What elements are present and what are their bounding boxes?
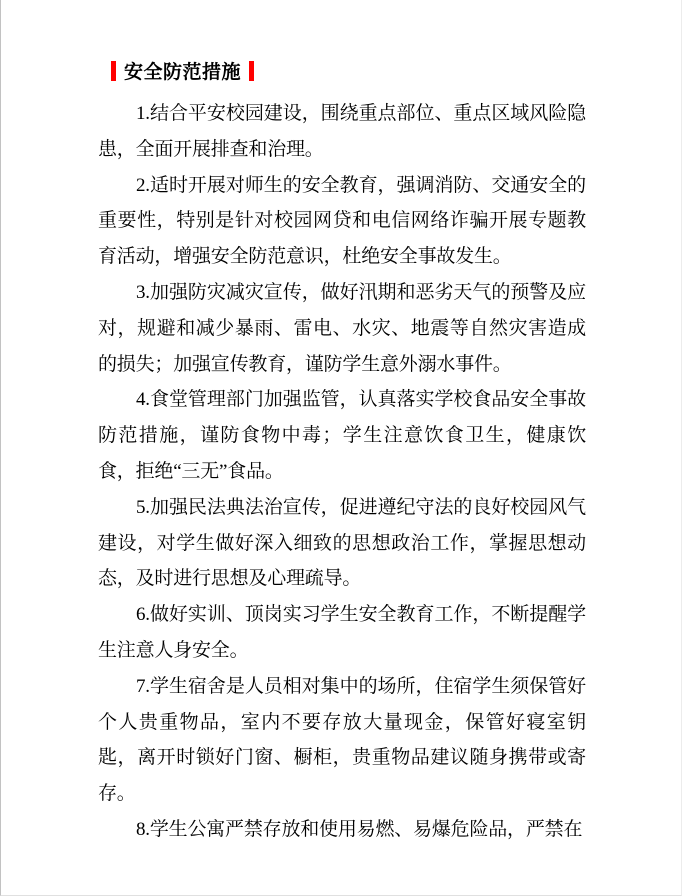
paragraph: 3.加强防灾减灾宣传，做好汛期和恶劣天气的预警及应对，规避和减少暴雨、雷电、水灾、地震等自然灾害造成的损失；加强宣传教育，谨防学生意外溺水事件。 xyxy=(98,281,586,375)
paragraph: 8.学生公寓严禁存放和使用易燃、易爆危险品，严禁在 xyxy=(136,818,583,840)
document-body xyxy=(98,96,586,848)
heading-left-bar-icon xyxy=(111,61,116,81)
paragraph: 4.食堂管理部门加强监管，认真落实学校食品安全事故防范措施，谨防食物中毒；学生注意饮食卫生，健康饮食，拒绝“三无”食品。 xyxy=(98,389,586,482)
section-heading xyxy=(111,57,254,84)
paragraph: 5.加强民法典法治宣传，促进遵纪守法的良好校园风气建设，对学生做好深入细致的思想政治工作，掌握思想动态，及时进行思想及心理疏导。 xyxy=(98,496,586,590)
paragraph: 7.学生宿舍是人员相对集中的场所，住宿学生须保管好个人贵重物品，室内不要存放大量现金，保管好寝室钥匙，离开时锁好门窗、橱柜，贵重物品建议随身携带或寄存。 xyxy=(98,675,586,805)
paragraph: 2.适时开展对师生的安全教育，强调消防、交通安全的重要性，特别是针对校园网贷和电信网络诈骗开展专题教育活动，增强安全防范意识，杜绝安全事故发生。 xyxy=(98,174,586,268)
heading-right-bar-icon xyxy=(249,61,254,81)
section-heading-text: 安全防范措施 xyxy=(124,62,242,83)
paragraph: 6.做好实训、顶岗实习学生安全教育工作，不断提醒学生注意人身安全。 xyxy=(98,604,586,661)
paragraph: 1.结合平安校园建设，围绕重点部位、重点区域风险隐患，全面开展排查和治理。 xyxy=(98,103,586,160)
